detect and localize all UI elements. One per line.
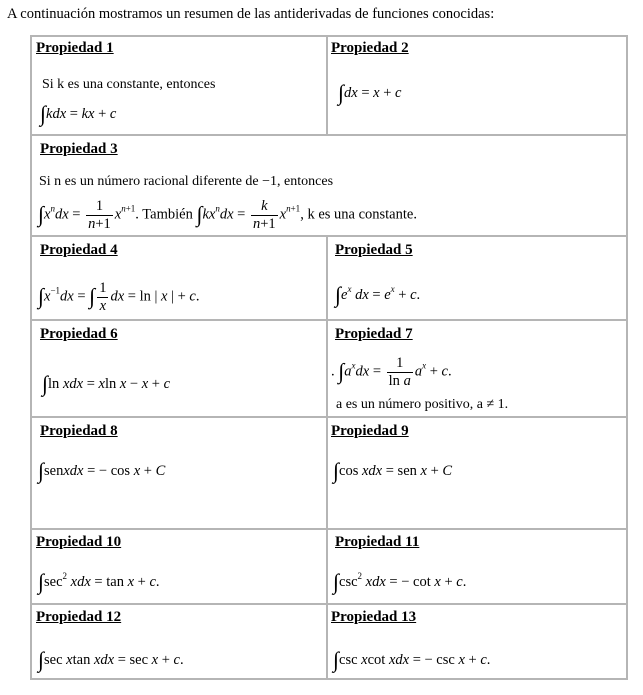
cell-propiedad-9 [327,417,627,529]
propiedad-3-formula: $\int x^ndx$ = $\frac{1}{n+1}$ $x^{n+1}$. También $\int kx^ndx$ = $\frac{k}{n+1}$ $x^{n+1}$, k es una constante. [38,198,417,232]
propiedad-1-text: Si k es una constante, entonces [42,77,216,92]
propiedad-13-title: Propiedad 13 [331,609,417,625]
propiedad-11-title: Propiedad 11 [335,534,420,550]
antiderivatives-table [30,35,628,680]
propiedad-1-formula: ∫kdx = kx + c [40,101,117,126]
propiedad-11-formula: $\int\csc^2$ xdx = − cot x + c. [333,569,467,594]
propiedad-1-title: Propiedad 1 [36,40,114,56]
cell-propiedad-5 [327,236,627,320]
cell-propiedad-11 [327,529,627,604]
cell-propiedad-4 [31,236,327,320]
propiedad-13-formula: ∫csc xcot xdx = − csc x + c. [333,647,491,672]
propiedad-5-formula: $\int e^x$ dx = $e^x + c$. [335,282,421,307]
propiedad-6-title: Propiedad 6 [40,326,118,342]
propiedad-3-constant-note: , k es una constante. [300,206,417,223]
propiedad-7-note: a es un número positivo, a ≠ 1. [336,397,509,412]
cell-propiedad-13 [327,604,627,679]
propiedad-12-formula: ∫sec xtan xdx = sec x + c. [38,647,184,672]
cell-propiedad-10 [31,529,327,604]
propiedad-2-title: Propiedad 2 [331,40,409,56]
propiedad-10-formula: $\int\sec^2$ xdx = tan x + c. [38,569,160,594]
propiedad-7-title: Propiedad 7 [335,326,413,342]
propiedad-8-formula: ∫senxdx = − cos x + C [38,458,166,483]
propiedad-3-also: También [142,206,193,223]
propiedad-4-title: Propiedad 4 [40,242,118,258]
cell-propiedad-3 [31,135,627,236]
propiedad-3-title: Propiedad 3 [40,141,118,157]
cell-propiedad-6 [31,320,327,417]
propiedad-6-formula: ∫ln xdx = xln x − x + c [42,371,171,396]
propiedad-5-title: Propiedad 5 [335,242,413,258]
propiedad-7-formula: . $\int a^xdx$ = $\frac{1}{\text{ln a}}$ $a^x + c$. [331,355,452,389]
propiedad-8-title: Propiedad 8 [40,423,118,439]
cell-propiedad-2 [327,36,627,135]
intro-text: A continuación mostramos un resumen de las antiderivadas de funciones conocidas: [7,6,495,22]
propiedad-12-title: Propiedad 12 [36,609,122,625]
propiedad-10-title: Propiedad 10 [36,534,122,550]
propiedad-3-text: Si n es un número racional diferente de −1, entonces [39,174,334,189]
propiedad-4-formula: $\int x^{-1}dx$ = ∫ $\frac{1}{x}$ dx = ln | x | + c. [38,280,200,314]
propiedad-9-title: Propiedad 9 [331,423,409,439]
cell-propiedad-8 [31,417,327,529]
cell-propiedad-12 [31,604,327,679]
cell-propiedad-1 [31,36,327,135]
propiedad-2-formula: ∫dx = x + c [338,80,402,105]
cell-propiedad-7 [327,320,627,417]
propiedad-9-formula: ∫cos xdx = sen x + C [333,458,453,483]
